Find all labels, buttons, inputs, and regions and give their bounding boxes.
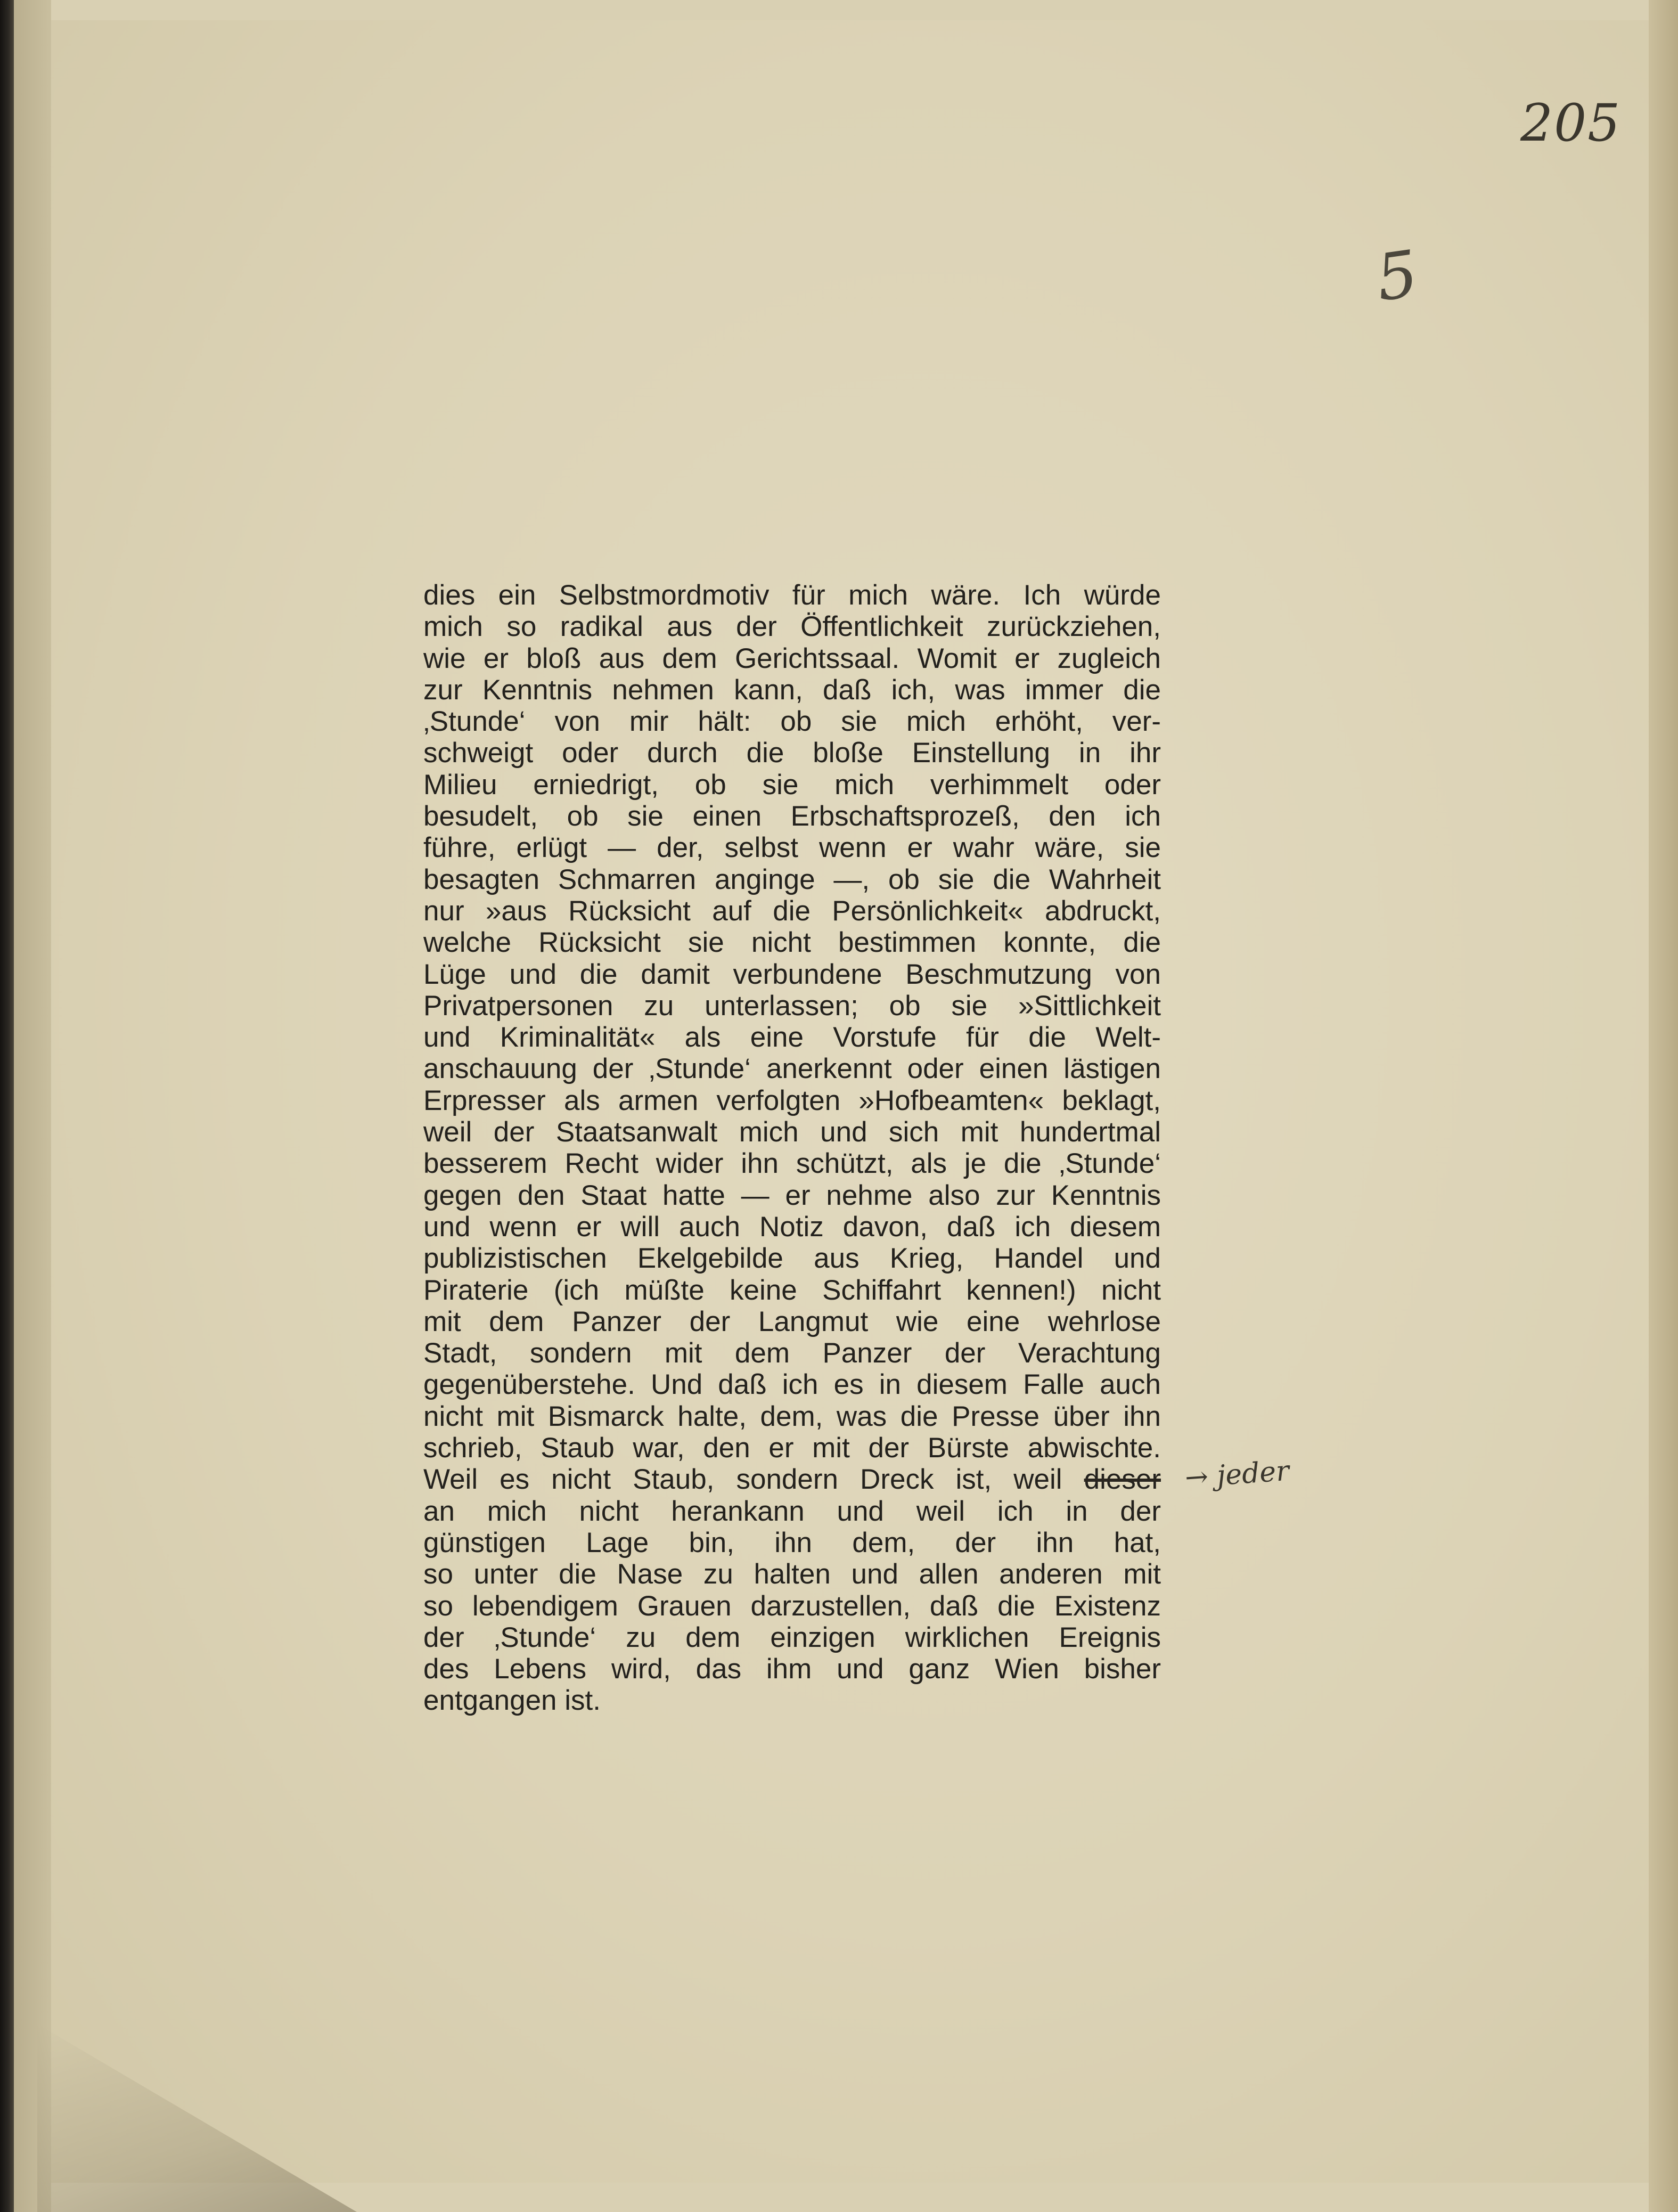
text-line: so unter die Nase zu halten und allen anderen mit [423, 1558, 1161, 1590]
text-line: und wenn er will auch Notiz davon, daß ich diesem [423, 1211, 1161, 1243]
text-line-with-deletion [423, 1464, 1161, 1495]
text-line: Piraterie (ich müßte keine Schiffahrt kennen!) nicht [423, 1274, 1161, 1306]
text-line: schrieb, Staub war, den er mit der Bürste abwischte. [423, 1432, 1161, 1464]
text-line: entgangen ist. [423, 1685, 601, 1717]
handwritten-page-number: 205 [1520, 93, 1622, 153]
text-line: nicht mit Bismarck halte, dem, was die Presse über ihn [423, 1400, 1161, 1432]
body-paragraph [423, 579, 1161, 1717]
text-line: gegenüberstehe. Und daß ich es in diesem Falle auch [423, 1369, 1161, 1401]
text-line: mit dem Panzer der Langmut wie eine wehrlose [423, 1305, 1161, 1337]
text-line: ‚Stunde‘ von mir hält: ob sie mich erhöht, ver- [423, 706, 1161, 738]
text-line: welche Rücksicht sie nicht bestimmen konnte, die [423, 927, 1161, 959]
text-line: anschauung der ‚Stunde‘ anerkennt oder einen lästigen [423, 1053, 1161, 1085]
text-line: publizistischen Ekelgebilde aus Krieg, Handel und [423, 1243, 1161, 1275]
handwritten-margin-mark: 5 [1372, 236, 1422, 316]
text-line: zur Kenntnis nehmen kann, daß ich, was immer die [423, 674, 1161, 706]
underlying-sheet-edge [14, 0, 51, 2212]
text-line: weil der Staatsanwalt mich und sich mit hundertmal [423, 1116, 1161, 1148]
struck-word: dieser [1084, 1464, 1161, 1496]
text-line: dies ein Selbstmordmotiv für mich wäre. Ich würde [423, 579, 1161, 611]
text-line: der ‚Stunde‘ zu dem einzigen wirklichen Ereignis [423, 1621, 1161, 1653]
text-line: günstigen Lage bin, ihn dem, der ihn hat, [423, 1527, 1161, 1558]
text-line: Lüge und die damit verbundene Beschmutzung von [423, 958, 1161, 990]
text-line: des Lebens wird, das ihm und ganz Wien bisher [423, 1653, 1161, 1685]
text-line: Milieu erniedrigt, ob sie mich verhimmelt oder [423, 769, 1161, 801]
text-line: Erpresser als armen verfolgten »Hofbeamten« beklagt, [423, 1084, 1161, 1116]
text-line: besagten Schmarren anginge —, ob sie die Wahrheit [423, 863, 1161, 895]
paragraph-lines-after [423, 1496, 1161, 1717]
text-line: schweigt oder durch die bloße Einstellung in ihr [423, 737, 1161, 769]
text-line: wie er bloß aus dem Gerichtssaal. Womit er zugleich [423, 642, 1161, 674]
text-line: Stadt, sondern mit dem Panzer der Verachtung [423, 1337, 1161, 1369]
text-line: gegen den Staat hatte — er nehme also zur Kenntnis [423, 1179, 1161, 1211]
paragraph-lines-before [423, 579, 1161, 1464]
text-line: und Kriminalität« als eine Vorstufe für die Welt- [423, 1022, 1161, 1054]
text-line: besserem Recht wider ihn schützt, als je die ‚Stunde‘ [423, 1148, 1161, 1180]
book-binding [0, 0, 14, 2212]
text-line: nur »aus Rücksicht auf die Persönlichkeit« abdruckt, [423, 895, 1161, 927]
line-text: Weil es nicht Staub, sondern Dreck ist, weil [423, 1464, 1084, 1496]
text-line: besudelt, ob sie einen Erbschaftsprozeß, den ich [423, 801, 1161, 832]
text-line: so lebendigem Grauen darzustellen, daß die Existenz [423, 1590, 1161, 1622]
handwritten-insertion: → jeder [1184, 1455, 1290, 1495]
text-line: mich so radikal aus der Öffentlichkeit zurückziehen, [423, 611, 1161, 643]
text-line: führe, erlügt — der, selbst wenn er wahr wäre, sie [423, 832, 1161, 864]
text-line: Privatpersonen zu unterlassen; ob sie »Sittlichkeit [423, 990, 1161, 1022]
leaf-right-edge [1649, 0, 1678, 2212]
text-line: an mich nicht herankann und weil ich in der [423, 1495, 1161, 1527]
